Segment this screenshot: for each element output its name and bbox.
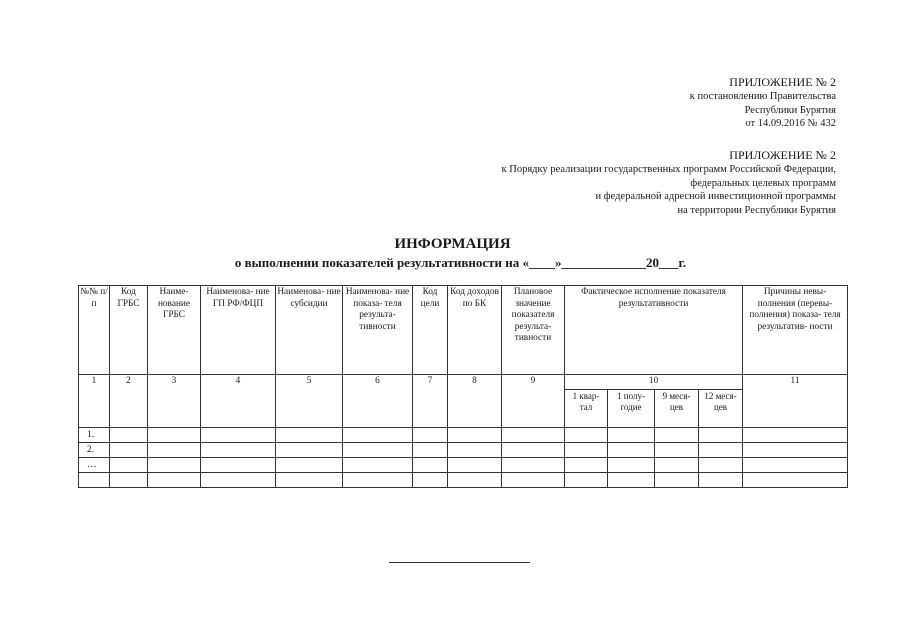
table-header-row xyxy=(79,286,848,375)
period-subheader-cell: 9 меся- цев xyxy=(655,389,699,427)
appendix-line: федеральных целевых программ xyxy=(690,177,836,189)
table-cell xyxy=(448,472,502,487)
table-cell xyxy=(413,427,448,442)
period-subheader-cell: 1 полу- годие xyxy=(608,389,655,427)
row-label-cell xyxy=(79,472,110,487)
column-number-cell: 5 xyxy=(276,375,343,428)
column-number-cell: 2 xyxy=(110,375,148,428)
footer-divider-line xyxy=(389,562,530,563)
period-subheader-cell: 12 меся- цев xyxy=(699,389,743,427)
column-number-cell: 1 xyxy=(79,375,110,428)
column-number-cell: 4 xyxy=(201,375,276,428)
appendix-block-government-decree xyxy=(690,75,836,131)
table-cell xyxy=(448,427,502,442)
appendix-block-procedure xyxy=(502,148,836,217)
table-cell xyxy=(276,472,343,487)
column-number-cell: 3 xyxy=(148,375,201,428)
table-cell xyxy=(608,427,655,442)
row-label-cell: … xyxy=(79,457,110,472)
table-cell xyxy=(743,472,848,487)
header-cell: Код доходов по БК xyxy=(448,286,502,375)
table-cell xyxy=(201,472,276,487)
document-subtitle: о выполнении показателей результативности на «____»_____________20___г. xyxy=(234,255,687,270)
column-number-cell: 9 xyxy=(502,375,565,428)
table-cell xyxy=(608,457,655,472)
header-cell: Наименова- ние ГП РФ/ФЦП xyxy=(201,286,276,375)
column-number-row xyxy=(79,375,848,390)
table-cell xyxy=(201,457,276,472)
appendix-line: к Порядку реализации государственных программ Российской Федерации, xyxy=(501,164,836,175)
appendix-line: и федеральной адресной инвестиционной программы xyxy=(595,191,836,202)
table-cell xyxy=(413,472,448,487)
appendix-line: Республики Бурятия xyxy=(744,104,836,116)
header-cell: Наименова- ние субсидии xyxy=(276,286,343,375)
table-cell xyxy=(276,427,343,442)
table-cell xyxy=(110,442,148,457)
table-cell xyxy=(502,457,565,472)
table-cell xyxy=(699,472,743,487)
table-cell xyxy=(565,427,608,442)
header-cell: Причины невы- полнения (перевы- полнения) показа- теля результатив- ности xyxy=(743,286,848,375)
table-cell xyxy=(608,442,655,457)
table-cell xyxy=(743,442,848,457)
table-cell xyxy=(655,427,699,442)
table-row xyxy=(79,472,848,487)
table-cell xyxy=(448,442,502,457)
table-cell xyxy=(502,472,565,487)
table-cell xyxy=(655,472,699,487)
indicators-table xyxy=(78,285,848,488)
table-row xyxy=(79,427,848,442)
header-cell: Фактическое исполнение показателя результативности xyxy=(565,286,743,375)
header-cell: Код цели xyxy=(413,286,448,375)
header-cell: Код ГРБС xyxy=(110,286,148,375)
period-subheader-cell: 1 квар- тал xyxy=(565,389,608,427)
appendix-line: от 14.09.2016 № 432 xyxy=(745,118,836,129)
header-cell: Наименова- ние показа- теля результа- тивности xyxy=(343,286,413,375)
column-number-cell: 10 xyxy=(565,375,743,390)
table-cell xyxy=(565,442,608,457)
table-cell xyxy=(699,457,743,472)
header-cell: Наиме- нование ГРБС xyxy=(148,286,201,375)
table-cell xyxy=(201,442,276,457)
column-number-cell: 6 xyxy=(343,375,413,428)
table-cell xyxy=(343,442,413,457)
table-cell xyxy=(148,457,201,472)
table-cell xyxy=(148,427,201,442)
table-cell xyxy=(110,472,148,487)
table-cell xyxy=(148,442,201,457)
table-cell xyxy=(148,472,201,487)
column-number-cell: 8 xyxy=(448,375,502,428)
table-cell xyxy=(201,427,276,442)
table-cell xyxy=(110,427,148,442)
column-number-cell: 11 xyxy=(743,375,848,428)
table-cell xyxy=(276,457,343,472)
table-cell xyxy=(565,472,608,487)
document-title: ИНФОРМАЦИЯ xyxy=(394,236,511,252)
table-cell xyxy=(110,457,148,472)
appendix-heading: ПРИЛОЖЕНИЕ № 2 xyxy=(729,148,836,162)
table-cell xyxy=(502,442,565,457)
table-cell xyxy=(448,457,502,472)
header-cell: №№ п/п xyxy=(79,286,110,375)
table-cell xyxy=(699,427,743,442)
table-cell xyxy=(343,427,413,442)
column-number-cell: 7 xyxy=(413,375,448,428)
table-cell xyxy=(343,457,413,472)
table-cell xyxy=(413,457,448,472)
table-cell xyxy=(655,457,699,472)
appendix-heading: ПРИЛОЖЕНИЕ № 2 xyxy=(729,75,836,89)
table-cell xyxy=(655,442,699,457)
row-label-cell: 1. xyxy=(79,427,110,442)
table-cell xyxy=(413,442,448,457)
table-row xyxy=(79,442,848,457)
table-cell xyxy=(743,427,848,442)
header-cell: Плановое значение показателя результа- тивности xyxy=(502,286,565,375)
table-cell xyxy=(276,442,343,457)
row-label-cell: 2. xyxy=(79,442,110,457)
table-cell xyxy=(743,457,848,472)
table-cell xyxy=(343,472,413,487)
table-cell xyxy=(502,427,565,442)
table-cell xyxy=(608,472,655,487)
table-row xyxy=(79,457,848,472)
table-cell xyxy=(565,457,608,472)
appendix-line: к постановлению Правительства xyxy=(689,91,836,102)
table-cell xyxy=(699,442,743,457)
appendix-line: на территории Республики Бурятия xyxy=(677,204,836,216)
